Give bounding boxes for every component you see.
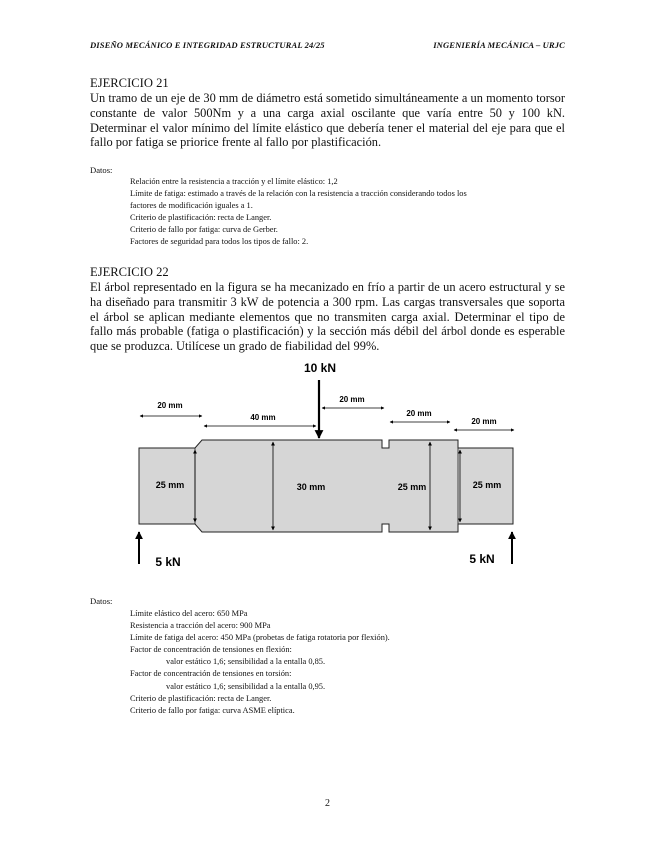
datos-item: Límite elástico del acero: 650 MPa — [130, 609, 248, 618]
datos-item: Criterio de fallo por fatiga: curva de Gerber. — [130, 225, 278, 235]
datos-item: factores de modificación iguales a 1. — [130, 201, 253, 211]
dimension-label-groove-20: 20 mm — [406, 409, 432, 418]
datos-item: Criterio de plastificación: recta de Langer. — [130, 213, 272, 223]
datos-item: Relación entre la resistencia a tracción y el límite elástico: 1,2 — [130, 177, 338, 186]
dimension-label-mid-20: 20 mm — [339, 395, 365, 404]
exercise-21-statement: Un tramo de un eje de 30 mm de diámetro está sometido simultáneamente a un momento torsor constante de valor 500Nm y a una carga axial oscilante que varía entre 50 y 100 kN. Determinar el valor mínimo del límite elástico que debería tener el material del eje para que el fallo por fatiga se priorice frente al fallo por plastificación. — [90, 91, 565, 150]
datos-item: Límite de fatiga: estimado a través de la relación con la resistencia a tracción considerando todos los — [130, 189, 467, 199]
exercise-22-title: EJERCICIO 22 — [90, 265, 169, 279]
exercise-21-datos-list — [130, 176, 570, 249]
dimension-label-left-20: 20 mm — [157, 401, 183, 410]
diameter-label-mid-right: 25 mm — [397, 482, 427, 492]
datos-item: Factor de concentración de tensiones en flexión: — [130, 645, 292, 655]
exercise-21-datos-label: Datos: — [90, 165, 113, 175]
header-course-title: DISEÑO MECÁNICO E INTEGRIDAD ESTRUCTURAL 24/25 — [90, 40, 325, 50]
datos-item: Criterio de fallo por fatiga: curva ASME elíptica. — [130, 705, 295, 715]
header-department: INGENIERÍA MECÁNICA – URJC — [433, 40, 565, 50]
datos-item: Resistencia a tracción del acero: 900 MPa — [130, 621, 271, 631]
load-label-top: 10 kN — [303, 361, 337, 375]
datos-item: Límite de fatiga del acero: 450 MPa (probetas de fatiga rotatoria por flexión). — [130, 633, 390, 643]
diameter-label-left: 25 mm — [155, 480, 185, 490]
datos-item: valor estático 1,6; sensibilidad a la entalla 0,95. — [166, 681, 326, 691]
reaction-label-right: 5 kN — [469, 552, 495, 566]
shaft-figure — [0, 356, 655, 596]
datos-item: valor estático 1,6; sensibilidad a la entalla 0,85. — [166, 657, 326, 667]
datos-item: Factores de seguridad para todos los tipos de fallo: 2. — [130, 237, 309, 247]
exercise-22-statement: El árbol representado en la figura se ha mecanizado en frío a partir de un acero estructural y se ha diseñado para transmitir 3 kW de potencia a 300 rpm. Las cargas transversales que soporta el árbol se aplican mediante elementos que no transmiten carga axial. Determinar el tipo de fallo más probable (fatiga o plastificación) y la sección más débil del árbol donde es esperable que se produzca. Utilícese un grado de fiabilidad del 99%. — [90, 280, 565, 354]
datos-item: Criterio de plastificación: recta de Langer. — [130, 693, 272, 703]
diameter-label-right: 25 mm — [472, 480, 502, 490]
exercise-22-datos-label: Datos: — [90, 596, 113, 606]
exercise-21-title: EJERCICIO 21 — [90, 76, 169, 90]
dimension-label-40: 40 mm — [250, 413, 276, 422]
reaction-label-left: 5 kN — [155, 555, 181, 569]
diameter-label-center: 30 mm — [296, 482, 326, 492]
datos-item: Factor de concentración de tensiones en torsión: — [130, 669, 292, 679]
dimension-label-right-20: 20 mm — [471, 417, 497, 426]
page-number: 2 — [325, 798, 330, 809]
exercise-22-datos-list — [130, 608, 570, 717]
